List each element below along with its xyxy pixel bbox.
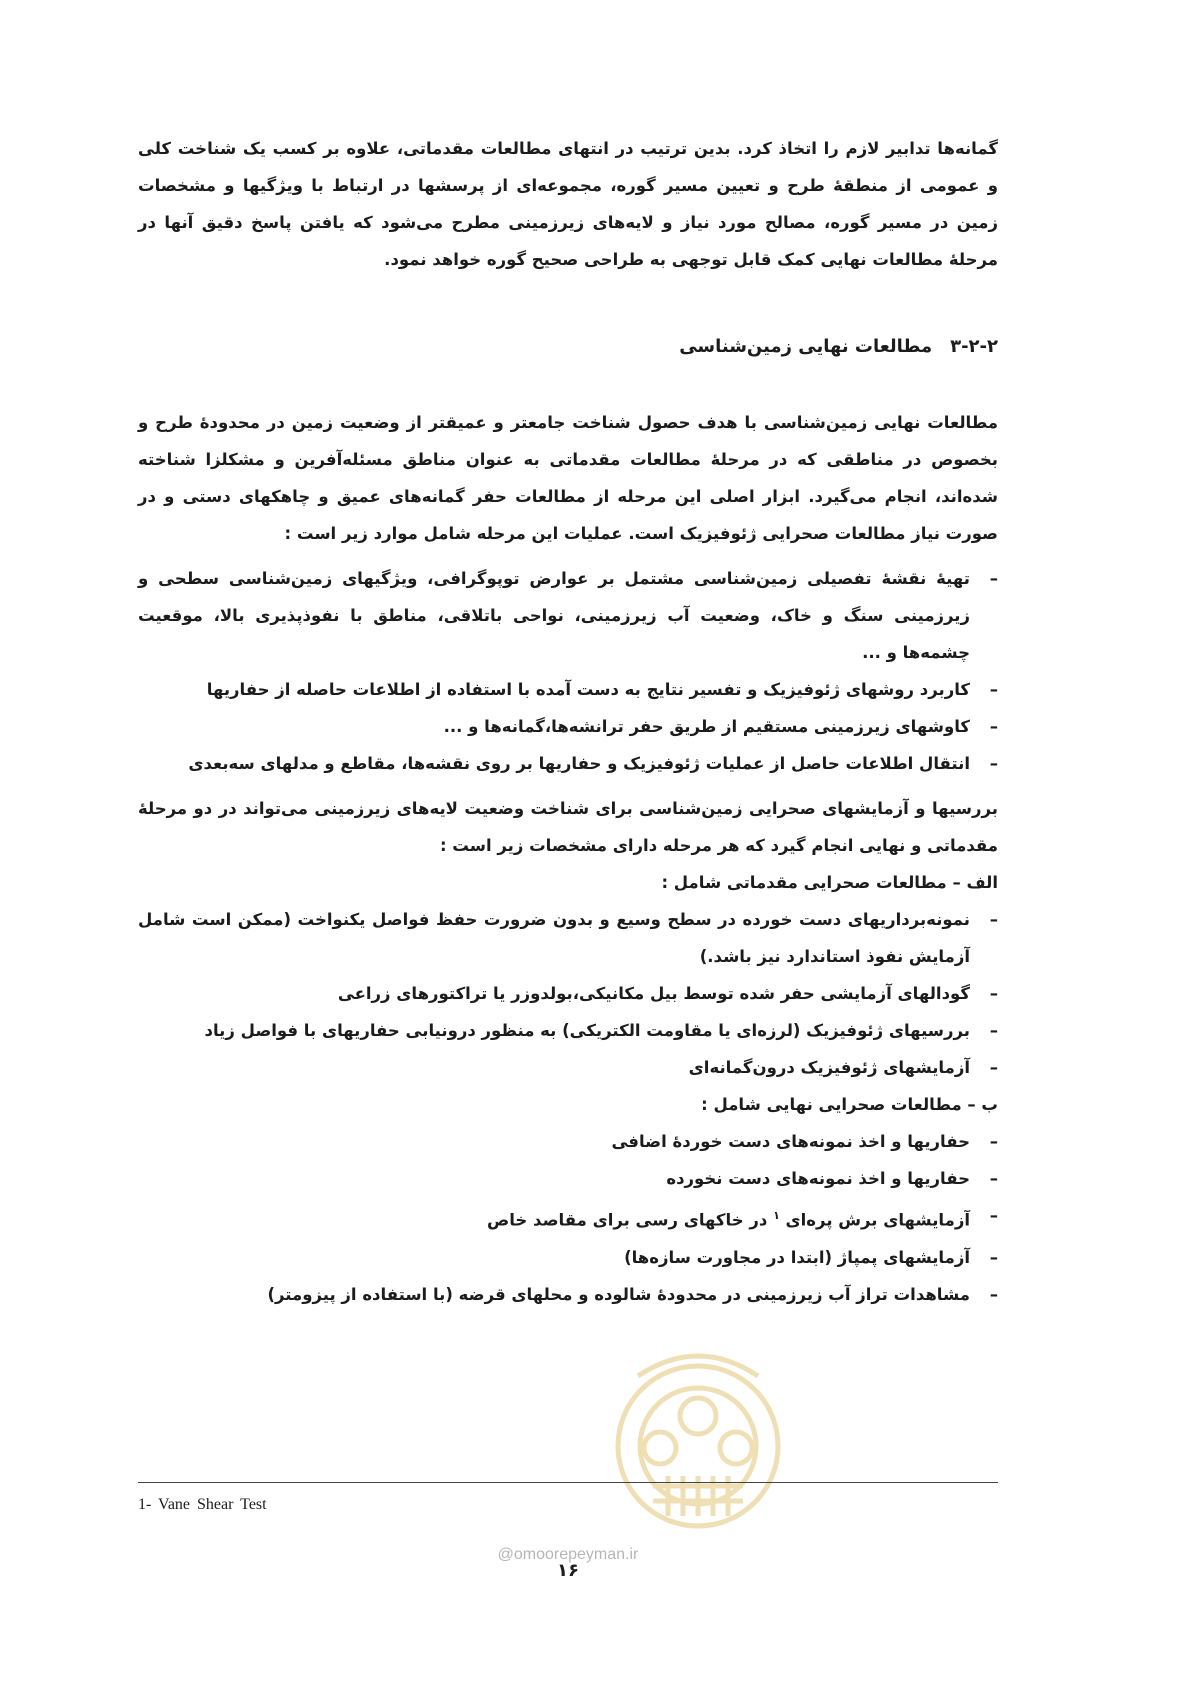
list-item	[138, 560, 998, 671]
list-item-text: مشاهدات تراز آب زیرزمینی در محدودهٔ شالوده و محلهای قرضه (با استفاده از پیزومتر)	[267, 1284, 970, 1304]
field-paragraph: بررسیها و آزمایشهای صحرایی زمین‌شناسی برای شناخت وضعیت لایه‌های زیرزمینی می‌تواند در دو مرحلهٔ مقدماتی و نهایی انجام گیرد که هر مرحله دارای مشخصات زیر است :	[138, 799, 998, 855]
list-item-text: آزمایشهای ژئوفیزیک درون‌گمانه‌ای	[688, 1058, 970, 1077]
list-item	[138, 745, 998, 782]
list-item	[138, 901, 998, 975]
dash-bullet: –	[989, 1206, 998, 1225]
dash-bullet: –	[989, 1058, 998, 1077]
list-item-text: تهیهٔ نقشهٔ تفصیلی زمین‌شناسی مشتمل بر عوارض توپوگرافی، ویژگیهای زمین‌شناسی سطحی و زیرزمینی سنگ و خاک، وضعیت آب زیرزمینی، نواحی باتلاقی، مناطق با نفوذپذیری بالا، موقعیت چشمه‌ها و ...	[138, 569, 970, 662]
section-title: مطالعات نهایی زمین‌شناسی	[679, 336, 933, 357]
section-number: ۳-۲-۲	[950, 336, 998, 357]
dash-bullet: –	[989, 1021, 998, 1040]
footnote: 1- Vane Shear Test	[138, 1496, 267, 1513]
list-item-text: آزمایشهای برش پره‌ای	[785, 1210, 970, 1230]
list-item	[138, 671, 998, 708]
preliminary-label: الف – مطالعات صحرایی مقدماتی شامل :	[661, 873, 998, 892]
list-item-text: کاربرد روشهای ژئوفیزیک و تفسیر نتایج به دست آمده با استفاده از اطلاعات حاصله از حفاریها	[206, 680, 970, 699]
list-item	[138, 708, 998, 745]
list-item	[138, 975, 998, 1012]
intro-paragraph: گمانه‌ها تدابیر لازم را اتخاذ کرد. بدین ترتیب در انتهای مطالعات مقدماتی، علاوه بر کسب یک شناخت کلی و عمومی از منطقهٔ طرح و تعیین مسیر گوره، مجموعه‌ای از پرسشها در ارتباط با ویژگیها و مشخصات زمین در مسیر گوره، مصالح مورد نیاز و لایه‌های زیرزمینی مطرح می‌شود که یافتن پاسخ دقیق آنها در مرحلهٔ مطالعات نهایی کمک قابل توجهی به طراحی صحیح گوره خواهد نمود.	[138, 139, 998, 269]
list-item-text: حفاریها و اخذ نمونه‌های دست نخورده	[666, 1169, 970, 1188]
list-item	[138, 1276, 998, 1313]
preliminary-list	[138, 901, 998, 1086]
list-item-text: گودالهای آزمایشی حفر شده توسط بیل مکانیکی،بولدوزر یا تراکتورهای زراعی	[337, 984, 970, 1003]
list-item-text: حفاریها و اخذ نمونه‌های دست خوردهٔ اضافی	[611, 1132, 970, 1151]
dash-bullet: –	[989, 1169, 998, 1188]
list-item	[138, 1160, 998, 1197]
dash-bullet: –	[989, 984, 998, 1003]
list-item-text: انتقال اطلاعات حاصل از عملیات ژئوفیزیک و حفاریها بر روی نقشه‌ها، مقاطع و مدلهای سه‌بعدی	[188, 754, 970, 773]
list-item-text: کاوشهای زیرزمینی مستقیم از طریق حفر ترانشه‌ها،گمانه‌ها و ...	[443, 717, 970, 736]
dash-bullet: –	[989, 569, 998, 588]
document-page	[138, 0, 998, 1684]
list-item	[138, 1049, 998, 1086]
list-item-text: نمونه‌برداریهای دست خورده در سطح وسیع و بدون ضرورت حفظ فواصل یکنواخت (ممکن است شامل آزمایش نفوذ استاندارد نیز باشد.)	[138, 910, 970, 966]
watermark-url: @omoorepeyman.ir	[497, 1546, 639, 1563]
dash-bullet: –	[989, 1132, 998, 1151]
dash-bullet: –	[989, 1284, 998, 1304]
section-heading	[679, 332, 998, 362]
list-item	[138, 1012, 998, 1049]
list-item-text: در خاکهای رسی برای مقاصد خاص	[487, 1210, 774, 1230]
list-item	[138, 1197, 998, 1239]
section-paragraph: مطالعات نهایی زمین‌شناسی با هدف حصول شناخت جامعتر و عمیقتر از وضعیت زمین در محدودهٔ طرح و بخصوص در مناطقی که در مرحلهٔ مطالعات مقدماتی به عنوان مناطق مسئله‌آفرین و مشکلزا شناخته شده‌اند، انجام می‌گیرد. ابزار اصلی این مرحله از مطالعات حفر گمانه‌های عمیق و چاهکهای دستی و در صورت نیاز مطالعات صحرایی ژئوفیزیک است. عملیات این مرحله شامل موارد زیر است :	[138, 413, 998, 543]
list-item	[138, 1239, 998, 1276]
watermark-logo	[598, 1336, 798, 1546]
list-item-text: آزمایشهای پمپاژ (ابتدا در مجاورت سازه‌ها)	[624, 1247, 970, 1267]
list-item-text: بررسیهای ژئوفیزیک (لرزه‌ای یا مقاومت الکتریکی) به منظور درونیابی حفاریهای با فواصل زیاد	[204, 1021, 970, 1040]
list-item	[138, 1123, 998, 1160]
page-number: ۱۶	[557, 1560, 579, 1581]
dash-bullet: –	[989, 680, 998, 699]
dash-bullet: –	[989, 1247, 998, 1267]
footnote-separator	[138, 1482, 998, 1483]
dash-bullet: –	[989, 717, 998, 736]
final-label: ب – مطالعات صحرایی نهایی شامل :	[701, 1095, 998, 1114]
section-list	[138, 560, 998, 782]
dash-bullet: –	[989, 910, 998, 929]
dash-bullet: –	[989, 754, 998, 773]
final-list	[138, 1123, 998, 1313]
footnote-marker: ۱	[773, 1209, 780, 1222]
